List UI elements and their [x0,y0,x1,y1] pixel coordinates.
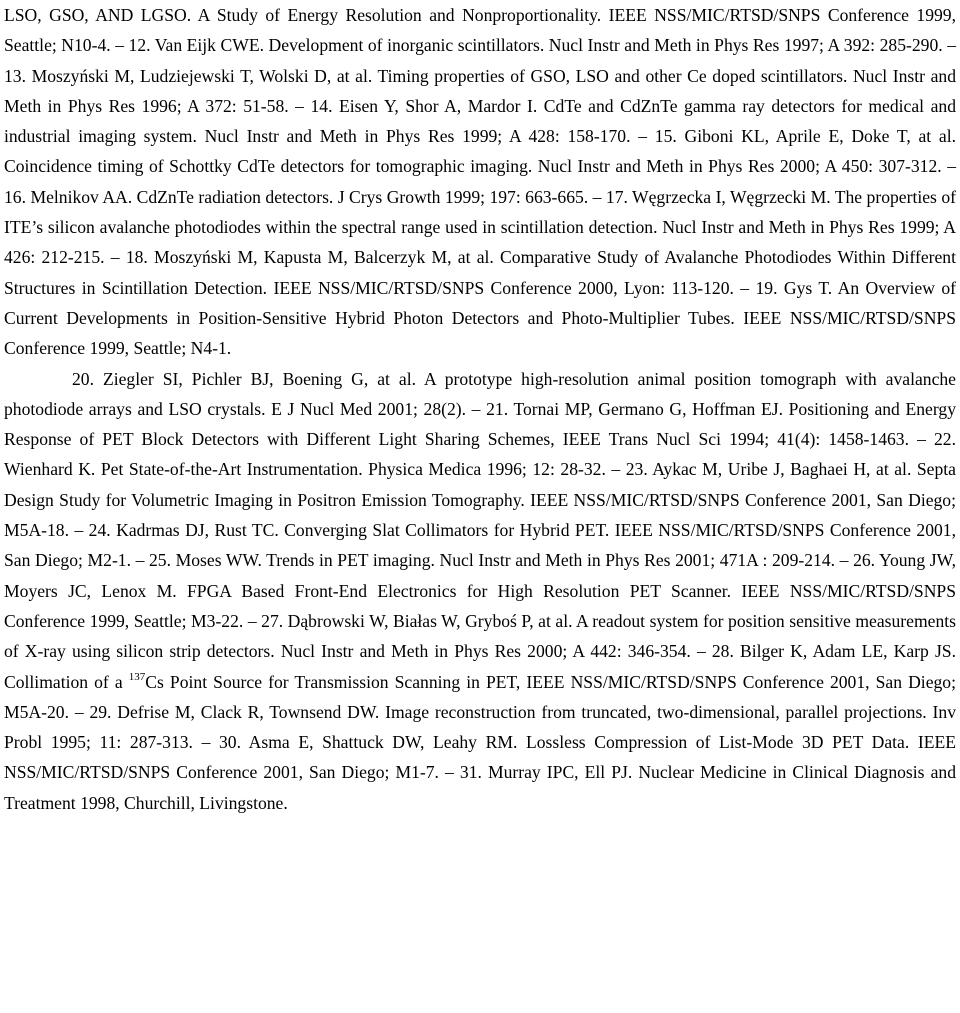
references-text: LSO, GSO, AND LGSO. A Study of Energy Resolution and Nonproportionality. IEEE NSS/MIC/RTSD/SNPS Conference 1999, Seattle; N10-4. – 12. Van Eijk CWE. Development of inorganic scintillators. Nucl Instr and Meth in Phys Res 1997; A 392: 285-290. – 13. Moszyński M, Ludziejewski T, Wolski D, at al. Timing properties of GSO, LSO and other Ce doped scintillators. Nucl Instr and Meth in Phys Res 1996; A 372: 51-58. – 14. Eisen Y, Shor A, Mardor I. CdTe and CdZnTe gamma ray detectors for medical and industrial imaging system. Nucl Instr and Meth in Phys Res 1999; A 428: 158-170. – 15. Giboni KL, Aprile E, Doke T, at al. Coincidence timing of Schottky CdTe detectors for tomographic imaging. Nucl Instr and Meth in Phys Res 2000; A 450: 307-312. – 16. Melnikov AA. CdZnTe radiation detectors. J Crys Growth 1999; 197: 663-665. – 17. Węgrzecka I, Węgrzecki M. The properties of ITE’s silicon avalanche photodiodes within the spectral range used in scintillation detection. Nucl Instr and Meth in Phys Res 1999; A 426: 212-215. – 18. Moszyński M, Kapusta M, Balcerzyk M, at al. Comparative Study of Avalanche Photodiodes Within Different Structures in Scintillation Detection. IEEE NSS/MIC/RTSD/SNPS Conference 2000, Lyon: 113-120. – 19. Gys T. An Overview of Current Developments in Position-Sensitive Hybrid Photon Detectors and Photo-Multiplier Tubes. IEEE NSS/MIC/RTSD/SNPS Conference 1999, Seattle; N4-1. [4,5,956,359]
references-list [4,0,956,818]
references-text-part-2: Cs Point Source for Transmission Scanning in PET, IEEE NSS/MIC/RTSD/SNPS Conference 2001, San Diego; M5A-20. – 29. Defrise M, Clack R, Townsend DW. Image reconstruction from truncated, two-dimensional, parallel projections. Inv Probl 1995; 11: 287-313. – 30. Asma E, Shattuck DW, Leahy RM. Lossless Compression of List-Mode 3D PET Data. IEEE NSS/MIC/RTSD/SNPS Conference 2001, San Diego; M1-7. – 31. Murray IPC, Ell PJ. Nuclear Medicine in Clinical Diagnosis and Treatment 1998, Churchill, Livingstone. [4,671,956,813]
isotope-mass-number: 137 [128,670,146,683]
references-page [4,0,956,818]
references-block-2 [4,364,956,818]
references-block-1 [4,0,956,364]
references-text-part-1: 20. Ziegler SI, Pichler BJ, Boening G, at al. A prototype high-resolution animal position tomograph with avalanche photodiode arrays and LSO crystals. E J Nucl Med 2001; 28(2). – 21. Tornai MP, Germano G, Hoffman EJ. Positioning and Energy Response of PET Block Detectors with Different Light Sharing Schemes, IEEE Trans Nucl Sci 1994; 41(4): 1458-1463. – 22. Wienhard K. Pet State-of-the-Art Instrumentation. Physica Medica 1996; 12: 28-32. – 23. Aykac M, Uribe J, Baghaei H, at al. Septa Design Study for Volumetric Imaging in Positron Emission Tomography. IEEE NSS/MIC/RTSD/SNPS Conference 2001, San Diego; M5A-18. – 24. Kadrmas DJ, Rust TC. Converging Slat Collimators for Hybrid PET. IEEE NSS/MIC/RTSD/SNPS Conference 2001, San Diego; M2-1. – 25. Moses WW. Trends in PET imaging. Nucl Instr and Meth in Phys Res 2001; 471A : 209-214. – 26. Young JW, Moyers JC, Lenox M. FPGA Based Front-End Electronics for High Resolution PET Scanner. IEEE NSS/MIC/RTSD/SNPS Conference 1999, Seattle; M3-22. – 27. Dąbrowski W, Białas W, Gryboś P, at al. A readout system for position sensitive measurements of X-ray using silicon strip detectors. Nucl Instr and Meth in Phys Res 2000; A 442: 346-354. – 28. Bilger K, Adam LE, Karp JS. Collimation of a [4,368,956,692]
